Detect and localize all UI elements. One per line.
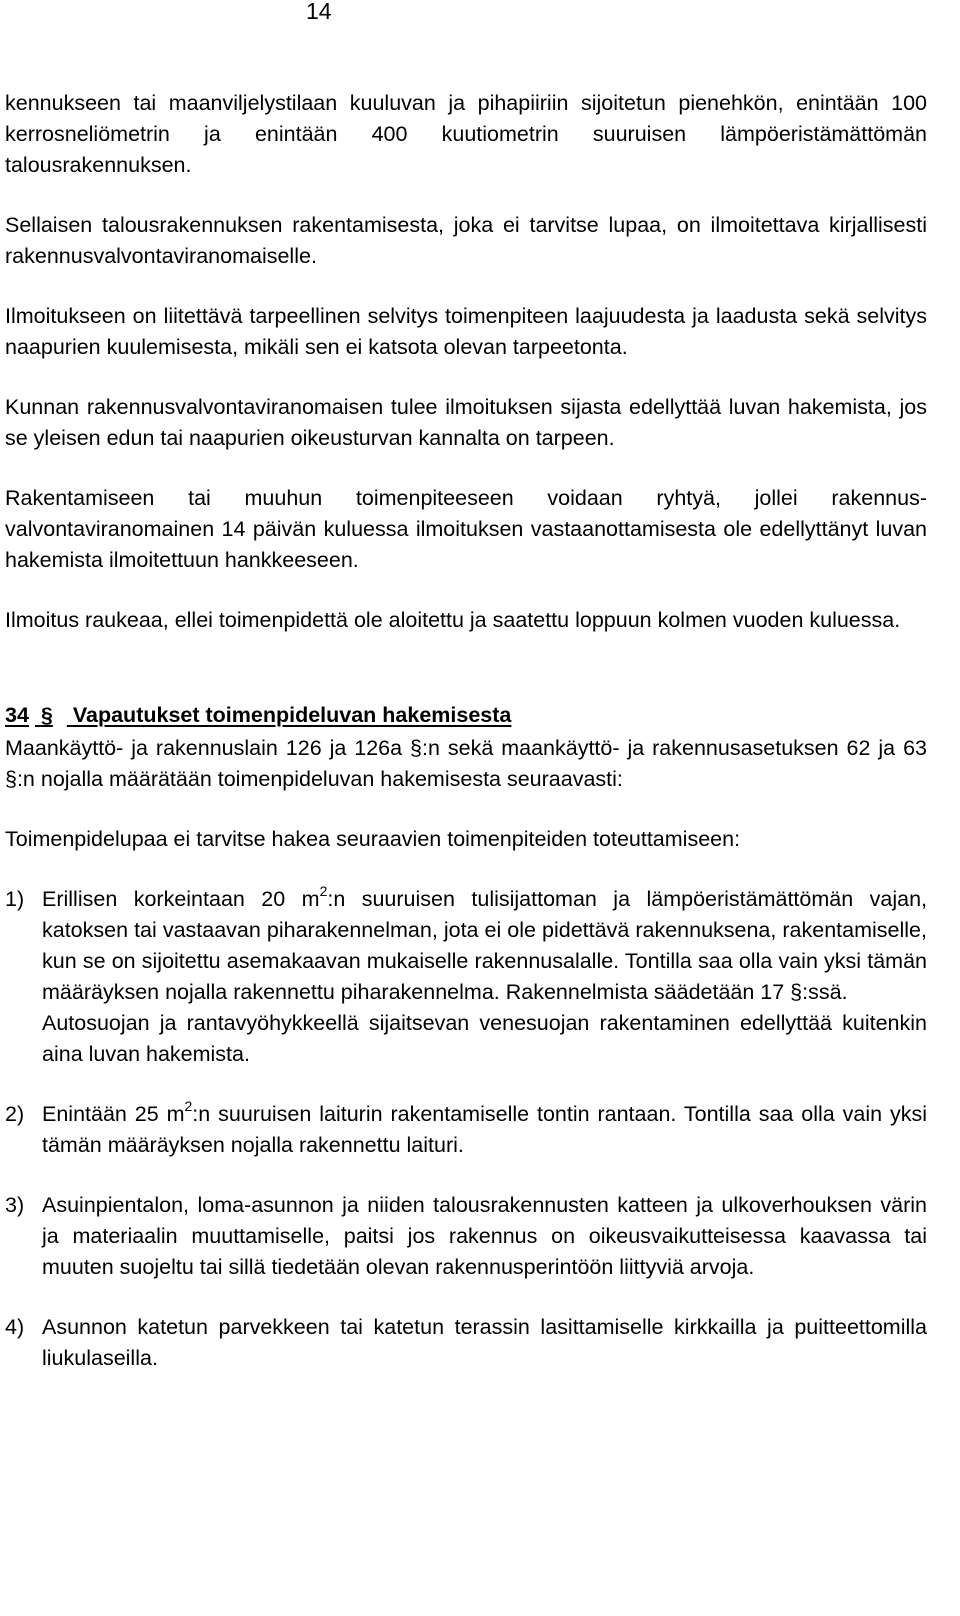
paragraph: Kunnan rakennusvalvontaviranomaisen tulee ilmoituksen sijasta edellyttää luvan hakemista, jos se yleisen edun tai naapurien oikeusturvan kannalta on tarpeen. [5, 395, 927, 450]
superscript: 2 [184, 1098, 193, 1114]
paragraph: kennukseen tai maanviljelystilaan kuuluvan ja pihapiiriin sijoitetun pienehkön, enintään 100 kerrosneliömetrin ja enintään 400 kuutiometrin suuruisen lämpöeristämättömän talousrakennuksen. [5, 91, 927, 177]
item-extra-text: Autosuojan ja rantavyöhykkeellä sijaitsevan venesuojan rakentaminen edellyttää kuitenkin aina luvan hakemista. [42, 1011, 927, 1066]
item-text: Asunnon katetun parvekkeen tai katetun terassin lasittamiselle kirkkailla ja puitteettomilla liukulaseilla. [42, 1315, 927, 1370]
section-intro: Maankäyttö- ja rakennuslain 126 ja 126a §:n sekä maankäyttö- ja rakennusasetuksen 62 ja 63 §:n nojalla määrätään toimenpideluvan hakemisesta seuraavasti: [5, 736, 927, 791]
item-text: :n suuruisen laiturin rakentamiselle tontin rantaan. Tontilla saa olla vain yksi tämän määräyksen nojalla rakennettu laituri. [42, 1102, 927, 1157]
exemption-list [5, 884, 927, 1374]
list-item [5, 1312, 927, 1374]
list-marker: 2) [5, 1102, 25, 1126]
list-item [5, 1099, 927, 1161]
superscript: 2 [319, 883, 328, 899]
list-marker: 1) [5, 887, 25, 911]
section-heading [5, 700, 927, 731]
item-text: Erillisen korkeintaan 20 m [42, 887, 320, 911]
paragraph: Ilmoitus raukeaa, ellei toimenpidettä ole aloitettu ja saatettu loppuun kolmen vuoden kuluessa. [5, 608, 901, 632]
section-number: 34 [5, 703, 29, 727]
page-number: 14 [306, 0, 332, 24]
paragraph: Rakentamiseen tai muuhun toimenpiteeseen voidaan ryhtyä, jollei rakennusvalvontaviranomainen 14 päivän kuluessa ilmoituksen vastaanottamisesta ole edellyttänyt luvan hakemista ilmoitettuun hankkeeseen. [5, 486, 927, 572]
paragraph: Ilmoitukseen on liitettävä tarpeellinen selvitys toimenpiteen laajuudesta ja laadusta sekä selvitys naapurien kuulemisesta, mikäli sen ei katsota olevan tarpeetonta. [5, 304, 927, 359]
section-lead: Toimenpidelupaa ei tarvitse hakea seuraavien toimenpiteiden toteuttamiseen: [5, 827, 741, 851]
list-item [5, 1190, 927, 1283]
item-text: Asuinpientalon, loma-asunnon ja niiden talousrakennusten katteen ja ulkoverhouksen värin ja materiaalin muuttamiselle, paitsi jos rakennus on oikeusvaikutteisessa kaavassa tai muuten suojeltu tai sillä tiedetään olevan rakennusperintöön liittyviä arvoja. [42, 1193, 927, 1279]
section-title: Vapautukset toimenpideluvan hakemisesta [72, 703, 512, 727]
list-item [5, 884, 927, 1070]
list-marker: 3) [5, 1193, 25, 1217]
document-body [5, 88, 927, 1403]
paragraph: Sellaisen talousrakennuksen rakentamisesta, joka ei tarvitse lupaa, on ilmoitettava kirjallisesti rakennusvalvontaviranomaiselle. [5, 213, 927, 268]
list-marker: 4) [5, 1315, 25, 1339]
section-sign: § [40, 703, 53, 727]
item-text: Enintään 25 m [42, 1102, 185, 1126]
item-text: :n suuruisen tulisijattoman ja lämpöeristämättömän vajan, katoksen tai vastaavan piharakennelman, jota ei ole pidettävä rakennuksena, rakentamiselle, kun se on sijoitettu asemakaavan mukaiselle rakennusalalle. Tontilla saa olla vain yksi tämän määräyksen nojalla rakennettu piharakennelma. Rakennelmista säädetään 17 §:ssä. [42, 887, 927, 1004]
